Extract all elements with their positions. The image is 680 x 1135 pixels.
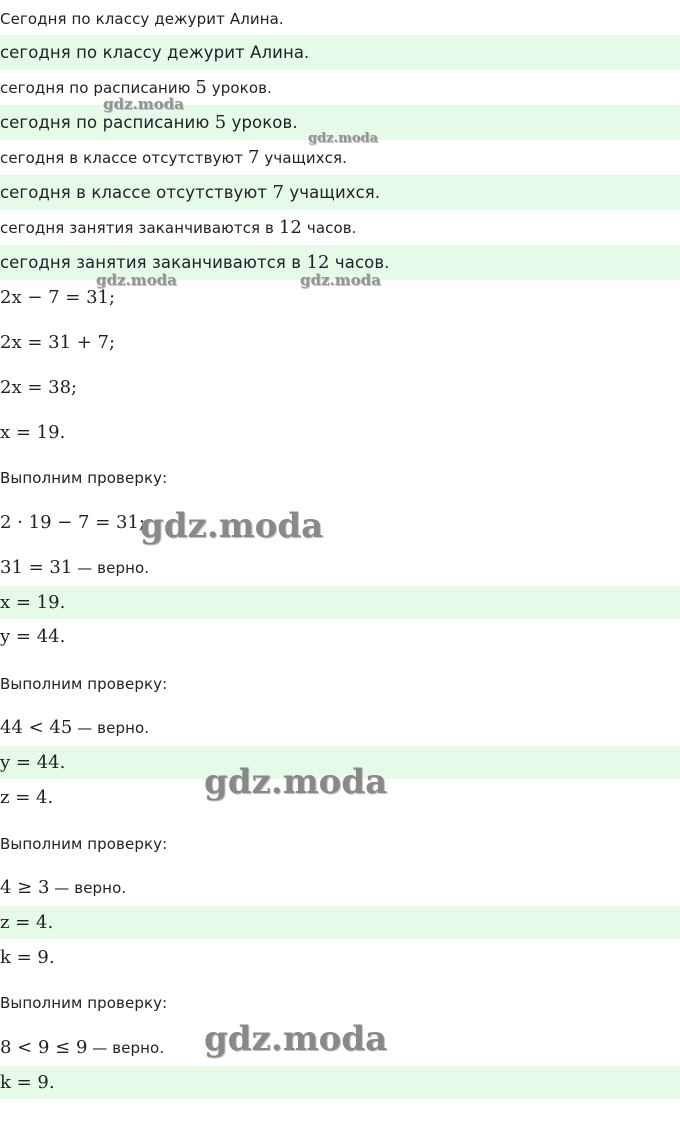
sentence-4-answer: сегодня занятия заканчиваются в 12 часов. xyxy=(0,245,680,280)
sentence-1: Сегодня по классу дежурит Алина. xyxy=(0,10,284,28)
equation-result: k = 9. xyxy=(0,947,55,968)
sentence-2: сегодня по расписанию 5 уроков. xyxy=(0,77,272,98)
check-label: Выполним проверку: xyxy=(0,469,168,487)
answer-box: x = 19. xyxy=(0,586,680,619)
check-label: Выполним проверку: xyxy=(0,835,168,853)
answer-box: y = 44. xyxy=(0,746,680,779)
watermark-logo: gdz.moda xyxy=(300,271,381,289)
answer-box: k = 9. xyxy=(0,1066,680,1099)
equation-step-3: 2x = 38; xyxy=(0,377,78,398)
sentence-3-answer: сегодня в классе отсутствуют 7 учащихся. xyxy=(0,175,680,210)
check-label: Выполним проверку: xyxy=(0,675,168,693)
sentence-4: сегодня занятия заканчиваются в 12 часов. xyxy=(0,217,357,238)
sentence-1-answer: сегодня по классу дежурит Алина. xyxy=(0,35,680,70)
answer-box: z = 4. xyxy=(0,906,680,939)
equation-step-2: 2x = 31 + 7; xyxy=(0,332,116,353)
equation-result: y = 44. xyxy=(0,626,66,647)
equation-step-4: x = 19. xyxy=(0,422,66,443)
sentence-3: сегодня в классе отсутствуют 7 учащихся. xyxy=(0,147,348,168)
sentence-2-answer: сегодня по расписанию 5 уроков. xyxy=(0,105,680,140)
watermark-logo: gdz.moda xyxy=(103,95,184,113)
equation-result: z = 4. xyxy=(0,787,54,808)
watermark-logo: gdz.moda xyxy=(140,506,324,546)
watermark-logo: gdz.moda xyxy=(96,271,177,289)
watermark-logo: gdz.moda xyxy=(308,131,379,146)
check-calculation: 2 · 19 − 7 = 31; xyxy=(0,512,145,533)
check-result: 31 = 31 — верно. xyxy=(0,557,150,578)
equation-step-1: 2x − 7 = 31; xyxy=(0,287,116,308)
check-label: Выполним проверку: xyxy=(0,994,168,1012)
check-result: 8 < 9 ≤ 9 — верно. xyxy=(0,1037,165,1058)
watermark-logo: gdz.moda xyxy=(204,762,388,802)
watermark-logo: gdz.moda xyxy=(204,1019,388,1059)
check-result: 44 < 45 — верно. xyxy=(0,717,150,738)
check-result: 4 ≥ 3 — верно. xyxy=(0,877,127,898)
